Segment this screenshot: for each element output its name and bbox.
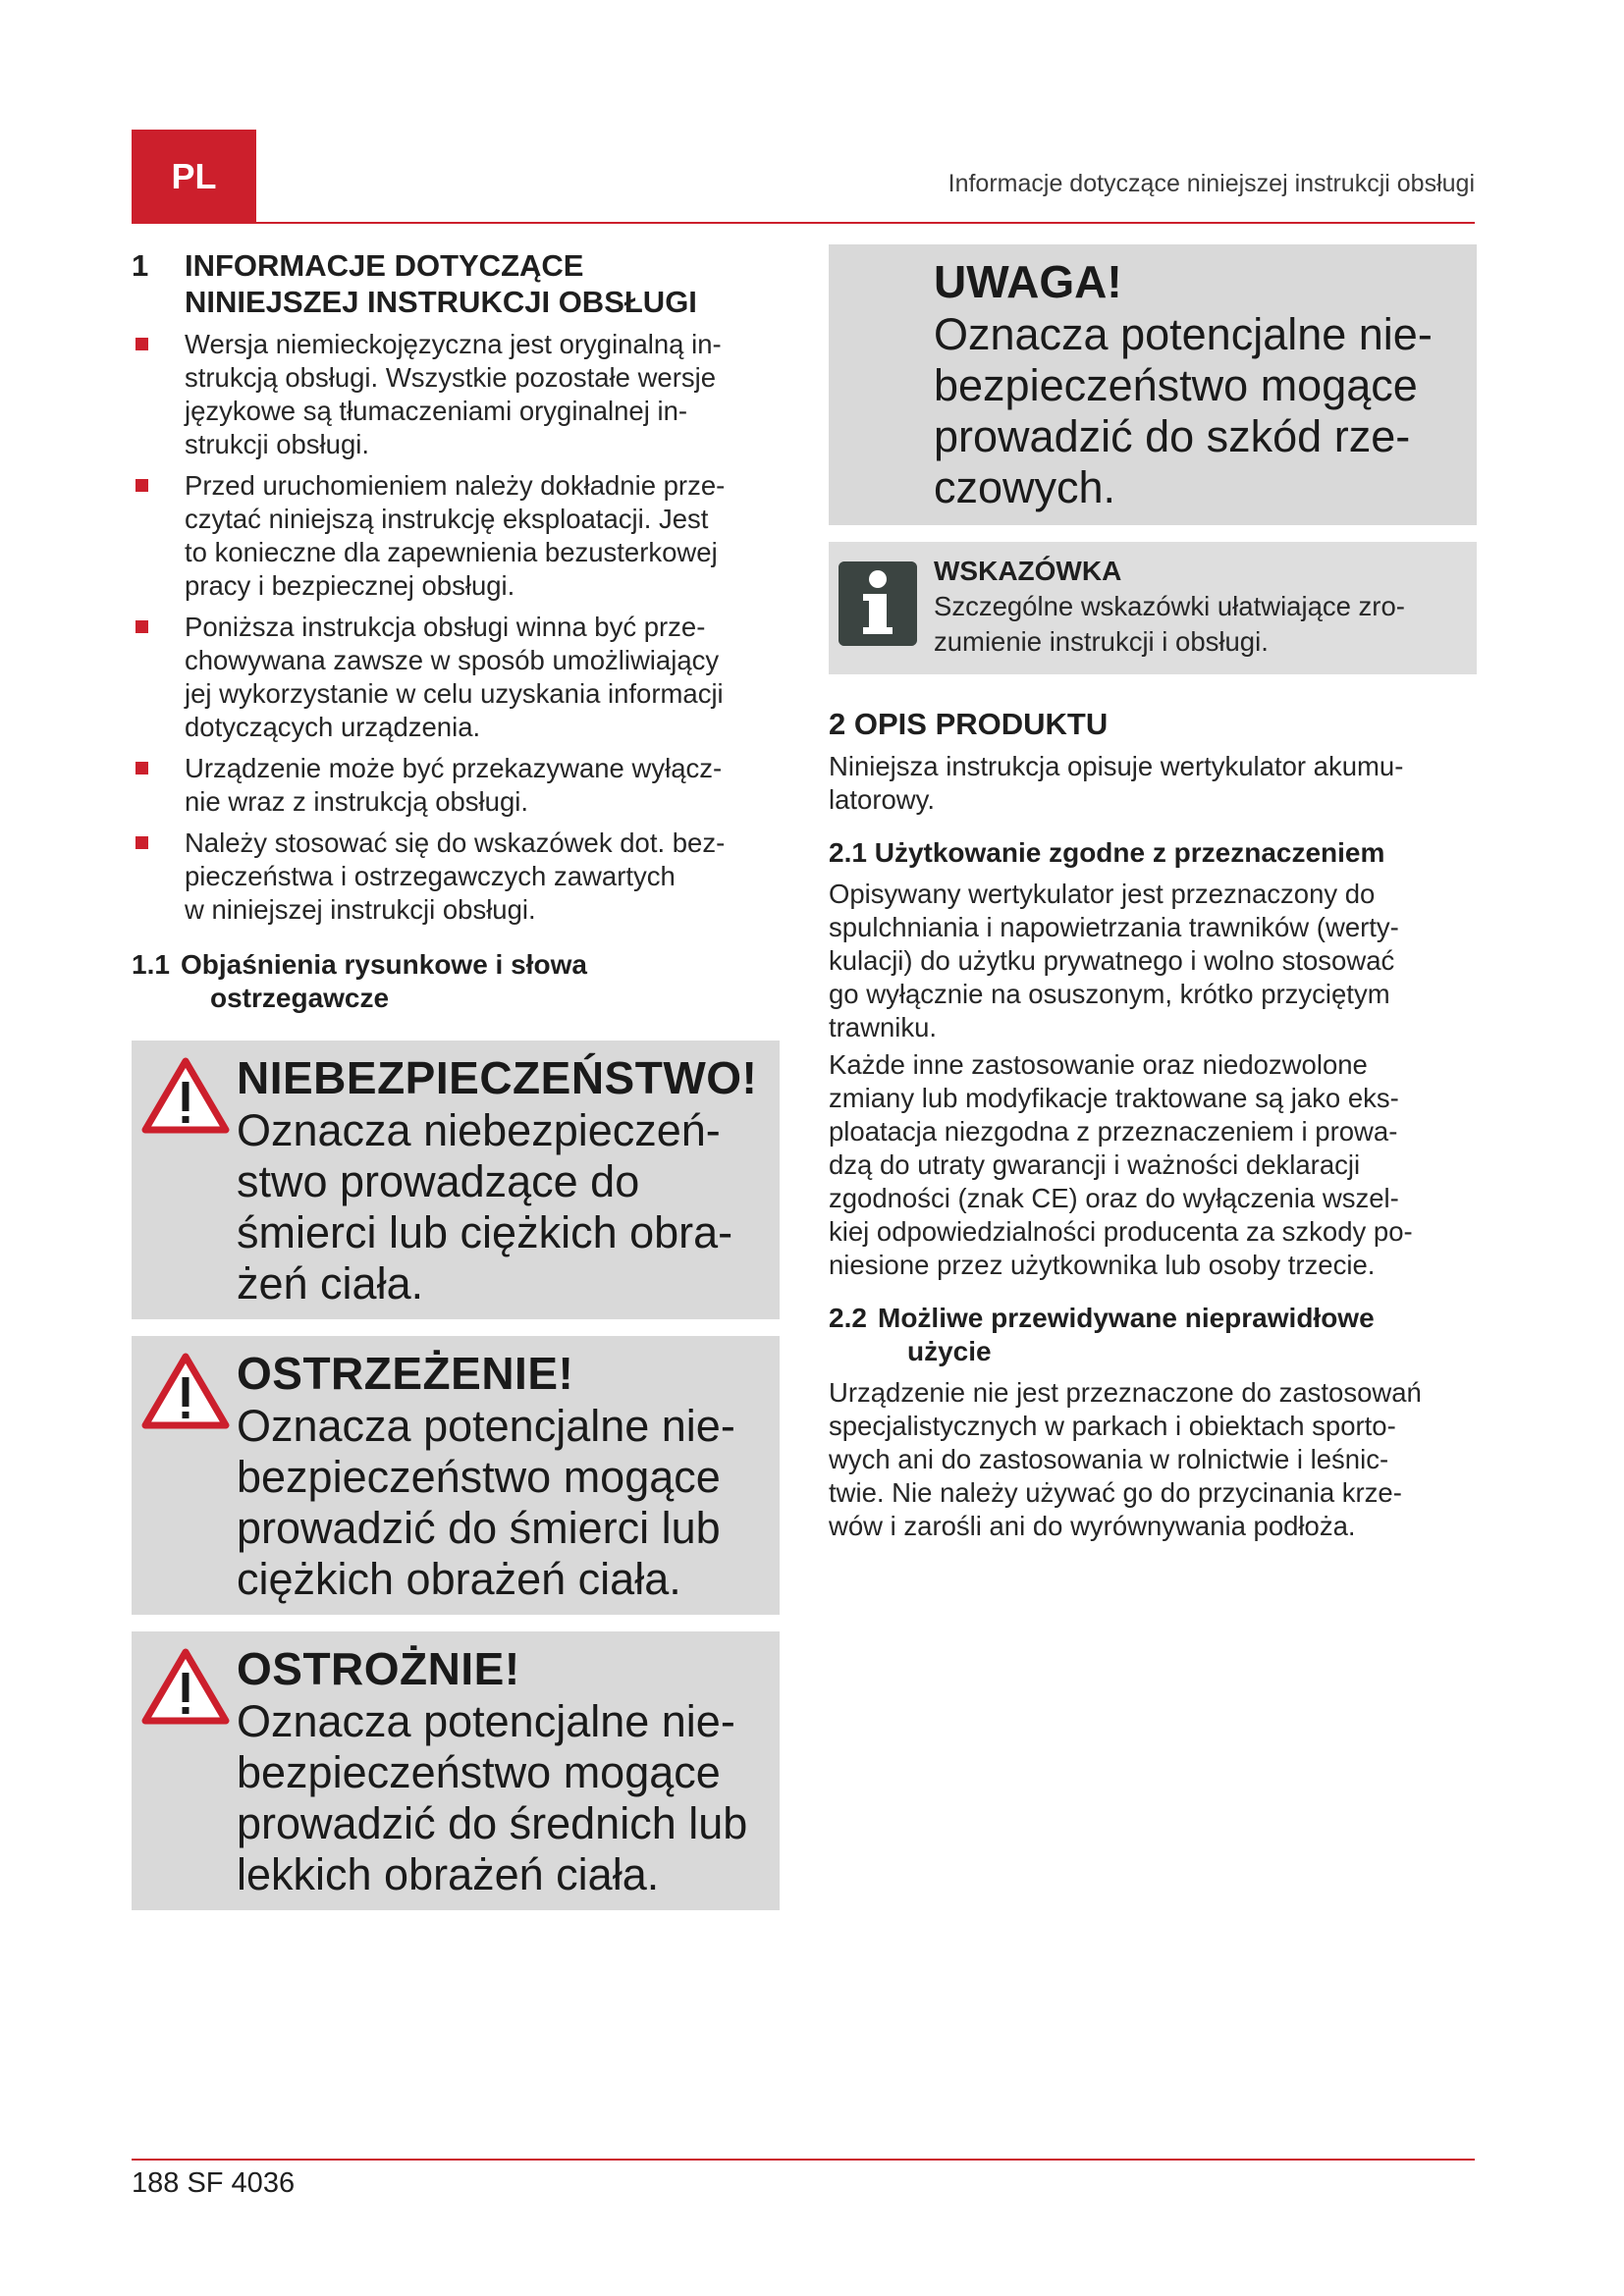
text-line: zumienie instrukcji i obsługi. — [934, 626, 1269, 657]
section-number: 2 — [829, 707, 846, 741]
bullet-square-icon — [135, 836, 148, 849]
header-title: Informacje dotyczące niniejszej instrukcji obsługi — [947, 170, 1475, 197]
section-1-heading — [132, 247, 780, 320]
notice-text — [934, 309, 1447, 513]
header-divider — [132, 222, 1475, 224]
notice-box — [829, 244, 1477, 525]
warning-text — [237, 1401, 780, 1605]
text-line: prowadzić do szkód rze- — [934, 411, 1411, 461]
text-line: lekkich obrażeń ciała. — [237, 1849, 660, 1899]
section-title-line: NINIEJSZEJ INSTRUKCJI OBSŁUGI — [185, 285, 697, 319]
text-line: go wyłącznie na osuszonym, krótko przyciętym — [829, 979, 1390, 1009]
section-number: 1.1 — [132, 949, 170, 980]
text-line: ciężkich obrażeń ciała. — [237, 1554, 681, 1604]
section-2-text — [829, 750, 1477, 817]
section-title: Użytkowanie zgodne z przeznaczeniem — [874, 837, 1385, 868]
hint-text — [934, 589, 1457, 660]
list-item — [132, 469, 780, 603]
text-line: Urządzenie nie jest przeznaczone do zastosowań — [829, 1377, 1422, 1408]
text-line: bezpieczeństwo mogące — [237, 1747, 721, 1797]
section-title-line: Możliwe przewidywane nieprawidłowe — [878, 1303, 1375, 1333]
danger-box — [132, 1041, 780, 1319]
section-2-1-heading — [829, 836, 1477, 870]
warning-title: OSTROŻNIE! — [237, 1643, 520, 1694]
caution-box — [132, 1631, 780, 1910]
text-line: specjalistycznych w parkach i obiektach sporto- — [829, 1411, 1396, 1441]
bullet-square-icon — [135, 620, 148, 633]
section-title-line: Objaśnienia rysunkowe i słowa — [181, 949, 587, 980]
text-line: Niniejsza instrukcja opisuje wertykulator akumu- — [829, 751, 1404, 781]
section-2-1-para-2 — [829, 1048, 1477, 1282]
text-line: pieczeństwa i ostrzegawczych zawartych — [185, 861, 676, 891]
text-line: czowych. — [934, 462, 1116, 512]
text-line: strukcji obsługi. — [185, 429, 369, 459]
text-line: to konieczne dla zapewnienia bezusterkowej — [185, 537, 718, 567]
text-line: Przed uruchomieniem należy dokładnie prze- — [185, 470, 726, 501]
notice-title: UWAGA! — [934, 256, 1122, 307]
warning-triangle-icon — [141, 1352, 230, 1430]
text-line: trawniku. — [829, 1012, 938, 1042]
text-line: bezpieczeństwo mogące — [237, 1452, 721, 1502]
text-line: chowywana zawsze w sposób umożliwiający — [185, 645, 720, 675]
text-line: Należy stosować się do wskazówek dot. bez- — [185, 828, 726, 858]
section-number: 1 — [132, 248, 149, 283]
bullet-square-icon — [135, 338, 148, 350]
language-tab: PL — [132, 130, 256, 223]
text-line: dzą do utraty gwarancji i ważności deklaracji — [829, 1149, 1361, 1180]
warning-triangle-icon — [141, 1056, 230, 1135]
text-line: bezpieczeństwo mogące — [934, 360, 1418, 410]
section-title-line: ostrzegawcze — [210, 983, 390, 1013]
warning-text — [237, 1696, 780, 1900]
text-line: śmierci lub ciężkich obra- — [237, 1207, 733, 1257]
text-line: zmiany lub modyfikacje traktowane są jako eks- — [829, 1083, 1399, 1113]
text-line: Oznacza niebezpieczeń- — [237, 1105, 721, 1155]
section-number: 2.2 — [829, 1303, 867, 1333]
text-line: twie. Nie należy używać go do przycinania krze- — [829, 1477, 1402, 1508]
text-line: ploatacja niezgodna z przeznaczeniem i prowa- — [829, 1116, 1398, 1147]
text-line: Oznacza potencjalne nie- — [934, 309, 1433, 359]
section-2-2-heading — [829, 1302, 1477, 1368]
text-line: spulchniania i napowietrzania trawników (werty- — [829, 912, 1399, 942]
text-line: zgodności (znak CE) oraz do wyłączenia wszel- — [829, 1183, 1399, 1213]
text-line: w niniejszej instrukcji obsługi. — [185, 894, 536, 925]
bullet-list — [132, 328, 780, 927]
text-line: dotyczących urządzenia. — [185, 712, 481, 742]
section-title: OPIS PRODUKTU — [853, 707, 1109, 741]
footer-divider — [132, 2159, 1475, 2161]
text-line: czytać niniejszą instrukcję eksploatacji. Jest — [185, 504, 709, 534]
bullet-square-icon — [135, 479, 148, 492]
list-item — [132, 328, 780, 461]
warning-triangle-icon — [141, 1647, 230, 1726]
text-line: językowe są tłumaczeniami oryginalnej in- — [185, 396, 688, 426]
section-2-2-text — [829, 1376, 1477, 1543]
text-line: Urządzenie może być przekazywane wyłącz- — [185, 753, 723, 783]
section-2-heading — [829, 706, 1477, 742]
hint-title: WSKAZÓWKA — [934, 556, 1122, 586]
warning-title: OSTRZEŻENIE! — [237, 1348, 574, 1399]
text-line: żeń ciała. — [237, 1258, 424, 1308]
section-2-1-para-1 — [829, 878, 1477, 1044]
text-line: wów i zarośli ani do wyrównywania podłoża. — [829, 1511, 1356, 1541]
bullet-square-icon — [135, 762, 148, 774]
warning-box — [132, 1336, 780, 1615]
page-number: 188 SF 4036 — [132, 2167, 296, 2199]
section-title-line: INFORMACJE DOTYCZĄCE — [185, 248, 584, 283]
text-line: wych ani do zastosowania w rolnictwie i leśnic- — [829, 1444, 1389, 1474]
text-line: Opisywany wertykulator jest przeznaczony do — [829, 879, 1376, 909]
text-line: niesione przez użytkownika lub osoby trzecie. — [829, 1250, 1376, 1280]
text-line: Wersja niemieckojęzyczna jest oryginalną in- — [185, 329, 722, 359]
left-column — [132, 247, 780, 1927]
list-item — [132, 827, 780, 927]
list-item — [132, 611, 780, 744]
text-line: nie wraz z instrukcją obsługi. — [185, 786, 529, 817]
section-title-line: użycie — [907, 1336, 992, 1366]
text-line: Oznacza potencjalne nie- — [237, 1696, 735, 1746]
text-line: strukcją obsługi. Wszystkie pozostałe wersje — [185, 362, 717, 393]
section-number: 2.1 — [829, 837, 867, 868]
warning-boxes — [132, 1041, 780, 1910]
text-line: prowadzić do śmierci lub — [237, 1503, 721, 1553]
text-line: prowadzić do średnich lub — [237, 1798, 748, 1848]
hint-box — [829, 542, 1477, 674]
info-icon — [839, 561, 917, 646]
text-line: kiej odpowiedzialności producenta za szkody po- — [829, 1216, 1413, 1247]
text-line: pracy i bezpiecznej obsługi. — [185, 570, 515, 601]
text-line: Oznacza potencjalne nie- — [237, 1401, 735, 1451]
text-line: Każde inne zastosowanie oraz niedozwolone — [829, 1049, 1368, 1080]
text-line: stwo prowadzące do — [237, 1156, 640, 1206]
warning-text — [237, 1105, 780, 1309]
text-line: latorowy. — [829, 784, 935, 815]
text-line: jej wykorzystanie w celu uzyskania informacji — [185, 678, 724, 709]
text-line: kulacji) do użytku prywatnego i wolno stosować — [829, 945, 1395, 976]
section-1-1-heading — [132, 948, 780, 1015]
text-line: Poniższa instrukcja obsługi winna być prze- — [185, 612, 706, 642]
right-column — [829, 244, 1477, 1543]
warning-title: NIEBEZPIECZEŃSTWO! — [237, 1052, 758, 1103]
text-line: Szczególne wskazówki ułatwiające zro- — [934, 591, 1405, 621]
list-item — [132, 752, 780, 819]
